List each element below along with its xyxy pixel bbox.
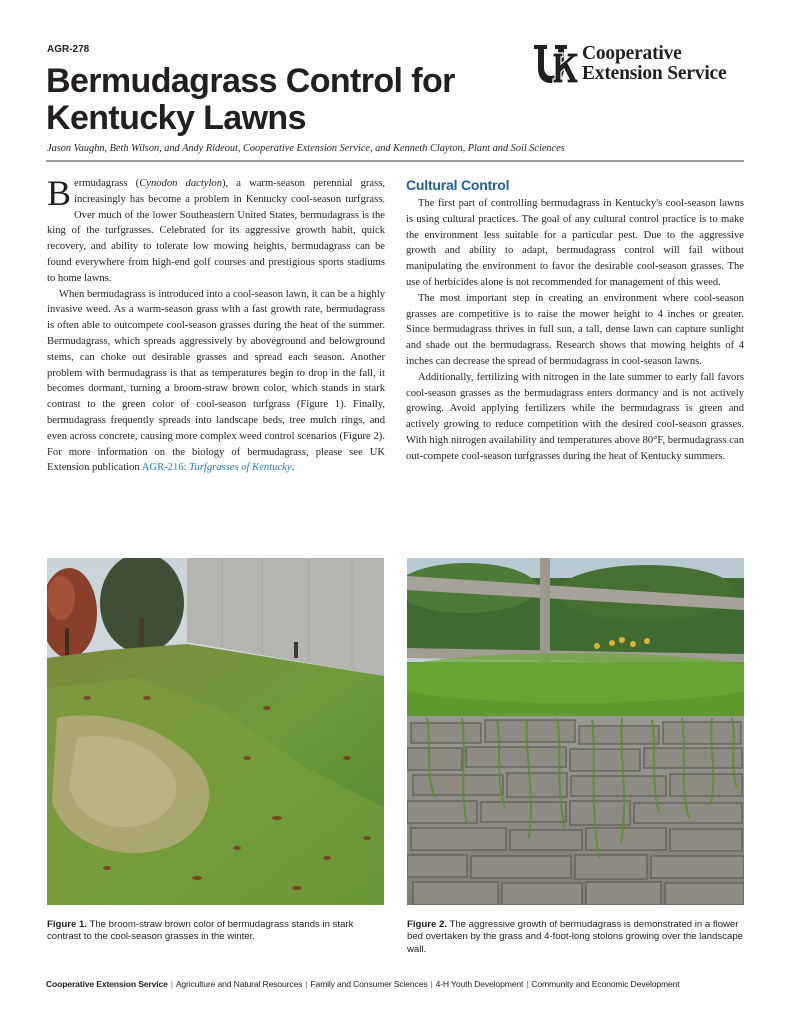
species-name: Cynodon dactylon [139,178,223,189]
footer-item-ced: Community and Economic Development [531,979,680,989]
figure-1-caption [47,919,385,944]
agr216-link-code[interactable]: AGR-216: [141,462,187,474]
intro-paragraph [47,173,385,287]
footer-separator: | [305,979,308,989]
right-column [406,176,744,465]
footer-item-fcs: Family and Consumer Sciences [310,979,428,989]
figure-2-label: Figure 2. [407,919,447,930]
figure-2-caption [407,919,745,956]
intro-text-start: ermudagrass ( [74,178,140,189]
footer-item-anr: Agriculture and Natural Resources [175,979,303,989]
figure-1-caption-text: The broom-straw brown color of bermudagrass stands in stark contrast to the cool-season grasses in the winter. [47,919,354,943]
org-name-line1: Cooperative [582,43,682,64]
footer-org: Cooperative Extension Service [46,979,168,989]
document-title: Bermudagrass Control for Kentucky Lawns [46,62,455,137]
agr216-link-title[interactable]: Turfgrasses of Kentucky [189,462,292,474]
uk-extension-logo [533,44,748,86]
figure-2-caption-text: The aggressive growth of bermudagrass is demonstrated in a flower bed overtaken by the grass and 4-foot-long stolons growing over the landscape wall. [407,919,743,955]
intro-text-rest: ), a warm-season perennial grass, increasingly has become a problem in Kentucky cool-season turfgrass. Over much of the lower Southeastern United States, bermudagrass is the king of the turfgrasses. Celebrated for its aggressive growth habit, quick recovery, and ability to tolerate low mowing heights, bermudagrass can be found everywhere from high-end golf courses and prestigious sports stadiums to home lawns. [47,178,385,284]
invasive-text-end: . [291,462,295,474]
footer-separator: | [430,979,433,989]
footer-separator: | [526,979,529,989]
agr216-link[interactable] [142,462,292,473]
invasive-text: When bermudagrass is introduced into a cool-season lawn, it can be a highly invasive weed. As a warm-season grass with a fast growth rate, bermudagrass is often able to outcompete cool-season grasses during the heat of the summer. Bermudagrass, which spreads aggressively by aboveground and belowground stems, can choke out desirable grasses and spread each season. Another problem with bermudagrass is that as temperatures begin to drop in the fall, it becomes dormant, turning a broom-straw brown color, which stands in stark contrast to the green color of cool-season turfgrass (Figure 1). Finally, bermudagrass frequently spreads into landscape beds, tree mulch rings, and even across concrete, causing more complex weed control scenarios (Figure 2). For more information on the biology of bermudagrass, please see UK Extension publication [47,288,385,474]
footer-separator: | [170,979,173,989]
uk-logo-icon [533,44,579,84]
footer-item-4h: 4-H Youth Development [435,979,524,989]
drop-cap: B [47,173,72,213]
invasive-paragraph [47,287,385,477]
section-heading-cultural-control: Cultural Control [406,177,510,193]
cultural-paragraph-2: The most important step in creating an environment where cool-season grasses are competitive is to raise the mower height to 4 inches or greater. Since bermudagrass thrives in full sun, a tall, dense lawn can capture sunlight and shade out the bermudagrass. Research shows that mowing heights of 4 inches can decrease the spread of bermudagrass in cool-season lawns. [406,292,744,367]
figure-2-photo [407,558,744,905]
cultural-paragraph-3: Additionally, fertilizing with nitrogen in the late summer to early fall favors cool-season grasses as the bermudagrass enters dormancy and is not actively growing. Avoid applying fertilizers while the bermudagrass is green and actively growing to reduce competition with the desired cool-season grasses. With high nitrogen availability and temperatures above 80°F, bermudagrass can out-compete cool-season turfgrasses during the heat of Kentucky summers. [406,371,744,462]
publication-number: AGR-278 [47,44,90,55]
figure-1-label: Figure 1. [47,919,87,930]
left-column [47,173,385,476]
page-footer [46,979,746,989]
figure-1-photo [47,558,384,905]
cultural-paragraph-1: The first part of controlling bermudagrass in Kentucky's cool-season lawns is using cultural practices. The goal of any cultural control practice is to make the environment less suitable for a particular pest. Due to the aggressive growth and ability to adapt, bermudagrass control will fail without manipulating the environment to favor the desirable cool-season grasses. The use of herbicides alone is not recommended for management of this weed. [406,198,744,288]
org-name-line2: Extension Service [582,63,727,84]
authors-line: Jason Vaughn, Beth Wilson, and Andy Rideout, Cooperative Extension Service, and Kenneth Clayton, Plant and Soil Sciences [47,143,565,154]
header-divider [46,160,744,162]
